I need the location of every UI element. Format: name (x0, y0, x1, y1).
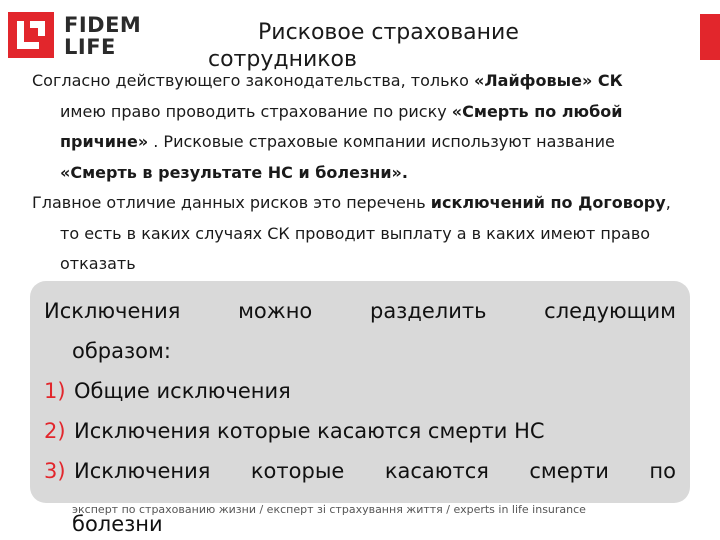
p2-text-1: Главное отличие данных рисков это перечень (32, 193, 431, 212)
exclusions-content (44, 291, 676, 491)
p2-bold-1: исключений по Договору (430, 193, 666, 212)
item-word: по (649, 459, 676, 483)
logo-wordmark (64, 14, 141, 58)
slide-title (208, 19, 588, 73)
list-item (44, 411, 676, 451)
body-text (32, 66, 672, 280)
p1-text-3: . Рисковые страховые компании используют название (148, 132, 615, 151)
exclusions-intro-line (44, 291, 676, 331)
title-line-2: сотрудников (208, 47, 357, 72)
p1-bold-2: «Смерть по любой причине» (60, 101, 623, 151)
paragraph-difference (32, 188, 672, 280)
logo-line-1: FIDEM (64, 13, 142, 37)
item-word: смерти (529, 459, 609, 483)
list-item-3-continuation: болезни (72, 512, 163, 536)
list-item (44, 451, 676, 491)
p2-text-2: , то есть в каких случаях СК проводит выплату а в каких имеют право отказать (60, 193, 671, 273)
intro-word: следующим (544, 299, 676, 323)
item-word: касаются (384, 459, 489, 483)
title-line-1: Рисковое страхование (258, 20, 519, 45)
item-word: Исключения (74, 459, 211, 483)
list-number: 3) (44, 459, 66, 483)
list-number: 1) (44, 379, 66, 403)
fidem-life-logo (8, 12, 158, 62)
list-text (74, 451, 676, 491)
intro-word: Исключения (44, 299, 181, 323)
list-item (44, 371, 676, 411)
paragraph-legislation (32, 66, 672, 188)
intro-word: можно (238, 299, 313, 323)
intro-word: разделить (369, 299, 487, 323)
footer-tagline: эксперт по страхованию жизни / експерт зі страхування життя / experts in life insurance (72, 503, 586, 516)
list-text: Исключения которые касаются смерти НС (74, 419, 545, 443)
item-word: которые (250, 459, 345, 483)
p1-bold-3: «Смерть в результате НС и болезни». (60, 162, 408, 182)
list-number: 2) (44, 419, 66, 443)
list-text: Общие исключения (74, 379, 291, 403)
logo-line-2: LIFE (64, 35, 116, 59)
fidem-logo-icon (8, 12, 54, 58)
exclusions-intro-rest: образом: (72, 339, 171, 363)
p1-text-2: имею право проводить страхование по риску (60, 101, 452, 121)
exclusions-box (30, 281, 690, 503)
red-corner-tab (700, 14, 720, 60)
p1-text-1: Согласно действующего законодательства, только (32, 71, 475, 90)
p1-bold-1: «Лайфовые» СК (474, 71, 623, 90)
